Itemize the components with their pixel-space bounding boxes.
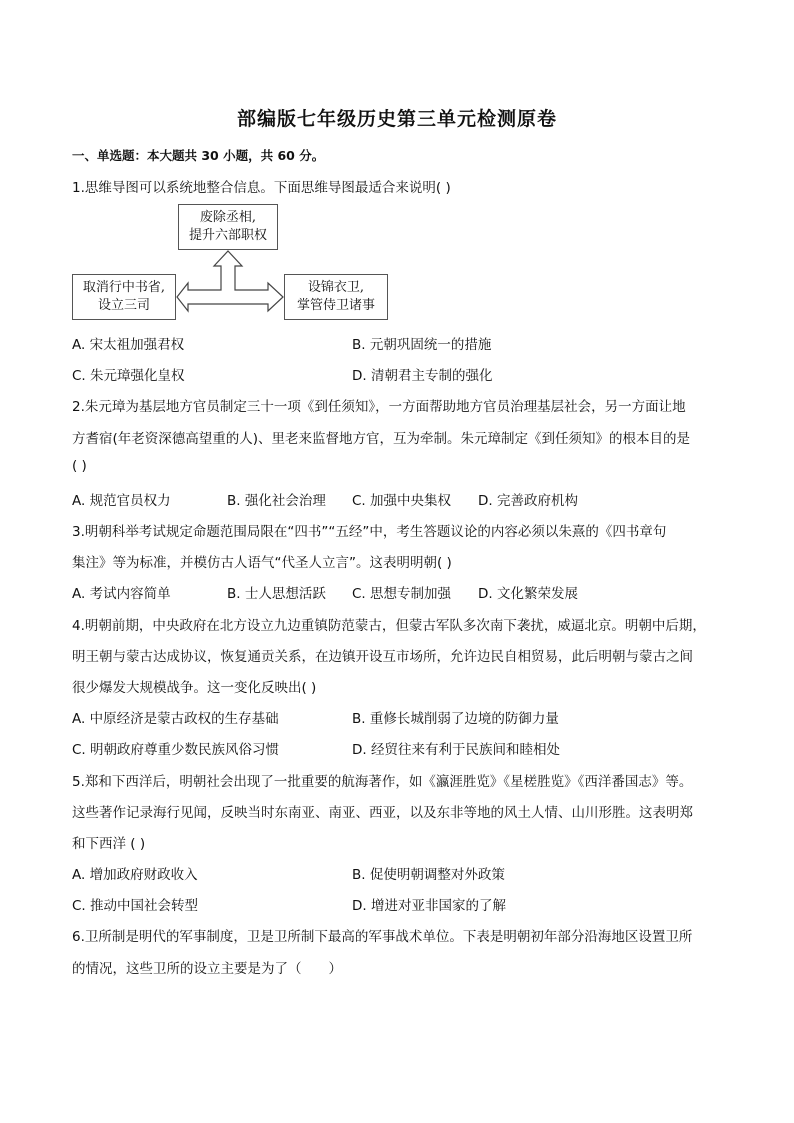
q2-option-b[interactable]: B. 强化社会治理 bbox=[227, 493, 326, 509]
q5-option-c[interactable]: C. 推动中国社会转型 bbox=[72, 898, 199, 914]
q2-stem-line1: 2.朱元璋为基层地方官员制定三十一项《到任须知》，一方面帮助地方官员治理基层社会，另一方面让地 bbox=[72, 399, 686, 415]
q5-stem-line1: 5.郑和下西洋后，明朝社会出现了一批重要的航海著作，如《瀛涯胜览》《星槎胜览》《西洋番国志》等。 bbox=[72, 774, 693, 790]
q2-option-d[interactable]: D. 完善政府机构 bbox=[478, 493, 578, 509]
q5-stem-line2: 这些著作记录海行见闻，反映当时东南亚、南亚、西亚，以及东非等地的风土人情、山川形胜。这表明郑 bbox=[72, 805, 693, 821]
q2-option-c[interactable]: C. 加强中央集权 bbox=[352, 493, 452, 509]
q3-stem-line2: 集注》等为标准，并模仿古人语气“代圣人立言”。这表明明朝( ) bbox=[72, 555, 452, 571]
q2-stem-line2: 方耆宿(年老资深德高望重的人)、里老来监督地方官，互为牵制。朱元璋制定《到任须知》的根本目的是 bbox=[72, 431, 691, 447]
q3-option-d[interactable]: D. 文化繁荣发展 bbox=[478, 586, 578, 602]
mind-map-top-line1: 废除丞相, bbox=[199, 210, 257, 225]
q3-option-b[interactable]: B. 士人思想活跃 bbox=[227, 586, 326, 602]
q5-option-b[interactable]: B. 促使明朝调整对外政策 bbox=[352, 867, 505, 883]
q1-option-a[interactable]: A. 宋太祖加强君权 bbox=[72, 337, 185, 353]
q5-stem-line3: 和下西洋 ( ) bbox=[72, 836, 146, 852]
q3-option-a[interactable]: A. 考试内容简单 bbox=[72, 586, 171, 602]
mind-map-left-line1: 取消行中书省, bbox=[82, 280, 166, 295]
q4-option-a[interactable]: A. 中原经济是蒙古政权的生存基础 bbox=[72, 711, 279, 727]
mind-map-diagram bbox=[72, 204, 392, 320]
page-title: 部编版七年级历史第三单元检测原卷 bbox=[236, 108, 557, 130]
section-heading: 一、单选题：本大题共 30 小题，共 60 分。 bbox=[72, 148, 325, 163]
q5-option-d[interactable]: D. 增进对亚非国家的了解 bbox=[352, 898, 506, 914]
q1-option-d[interactable]: D. 清朝君主专制的强化 bbox=[352, 368, 493, 384]
q3-option-c[interactable]: C. 思想专制加强 bbox=[352, 586, 452, 602]
q1-option-b[interactable]: B. 元朝巩固统一的措施 bbox=[352, 337, 492, 353]
three-way-arrow-icon bbox=[72, 204, 392, 320]
mind-map-right-line2: 掌管侍卫诸事 bbox=[296, 298, 375, 313]
q3-stem-line1: 3.明朝科举考试规定命题范围局限在“四书”“五经”中，考生答题议论的内容必须以朱熹的《四书章句 bbox=[72, 524, 667, 540]
q6-stem-line2: 的情况，这些卫所的设立主要是为了（ ） bbox=[72, 961, 342, 977]
q2-stem-line3: ( ) bbox=[72, 458, 87, 474]
q4-stem-line3: 很少爆发大规模战争。这一变化反映出( ) bbox=[72, 680, 317, 696]
q4-option-b[interactable]: B. 重修长城削弱了边境的防御力量 bbox=[352, 711, 559, 727]
mind-map-left-line2: 设立三司 bbox=[97, 298, 150, 313]
mind-map-top-line2: 提升六部职权 bbox=[188, 228, 267, 243]
q4-option-d[interactable]: D. 经贸往来有利于民族间和睦相处 bbox=[352, 742, 560, 758]
q6-stem-line1: 6.卫所制是明代的军事制度，卫是卫所制下最高的军事战术单位。下表是明朝初年部分沿海地区设置卫所 bbox=[72, 929, 693, 945]
q4-option-c[interactable]: C. 明朝政府尊重少数民族风俗习惯 bbox=[72, 742, 280, 758]
q1-option-c[interactable]: C. 朱元璋强化皇权 bbox=[72, 368, 185, 384]
q4-stem-line1: 4.明朝前期，中央政府在北方设立九边重镇防范蒙古，但蒙古军队多次南下袭扰，威逼北京。明朝中后期， bbox=[72, 618, 706, 634]
q4-stem-line2: 明王朝与蒙古达成协议，恢复通贡关系，在边镇开设互市场所，允许边民自相贸易，此后明朝与蒙古之间 bbox=[72, 649, 693, 665]
q5-option-a[interactable]: A. 增加政府财政收入 bbox=[72, 867, 198, 883]
q1-stem: 1.思维导图可以系统地整合信息。下面思维导图最适合来说明( ) bbox=[72, 180, 451, 196]
mind-map-right-line1: 设锦衣卫, bbox=[307, 280, 365, 295]
q2-option-a[interactable]: A. 规范官员权力 bbox=[72, 493, 171, 509]
